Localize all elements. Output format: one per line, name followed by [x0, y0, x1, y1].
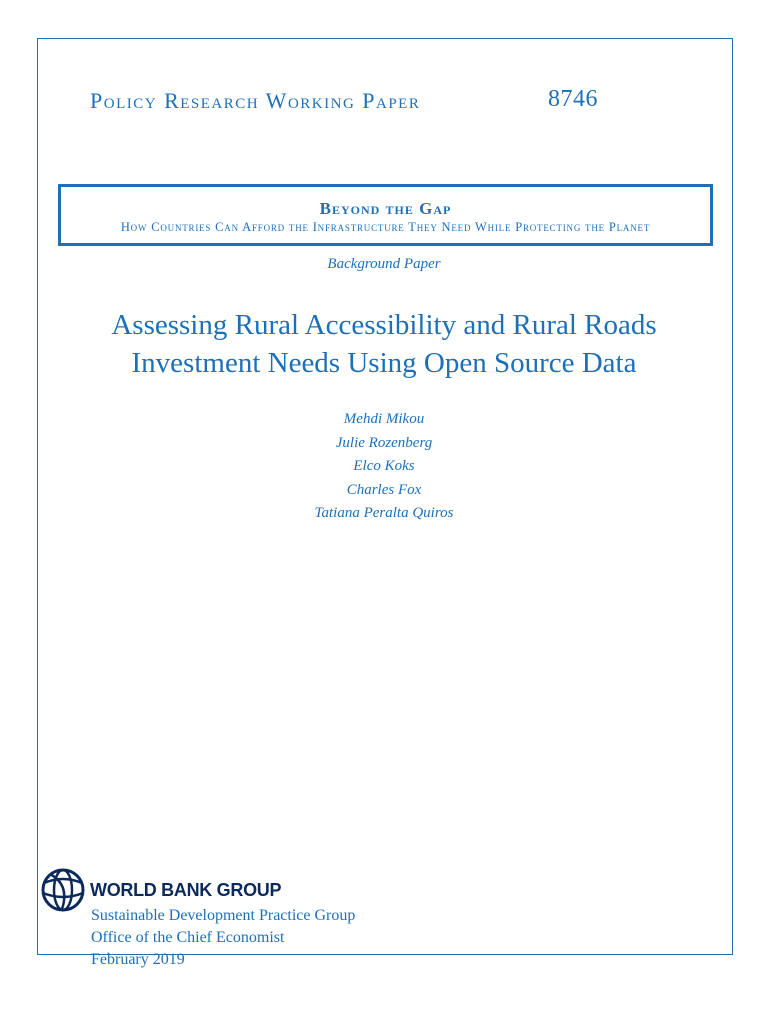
logo-wordmark: WORLD BANK GROUP	[90, 880, 282, 900]
author-name: Charles Fox	[346, 481, 422, 498]
author-name: Julie Rozenberg	[335, 434, 433, 451]
paper-title	[60, 306, 708, 382]
globe-icon	[40, 867, 86, 913]
series-title: Policy Research Working Paper	[90, 88, 421, 113]
publisher-info	[91, 905, 355, 971]
beyond-the-gap-banner	[58, 184, 713, 246]
publication-date: February 2019	[91, 951, 185, 968]
author-name: Mehdi Mikou	[343, 411, 425, 427]
paper-title-line-1: Assessing Rural Accessibility and Rural Roads	[111, 309, 657, 341]
author-name: Tatiana Peralta Quiros	[314, 505, 454, 521]
paper-title-line-2: Investment Needs Using Open Source Data	[131, 347, 637, 379]
practice-group: Sustainable Development Practice Group	[91, 907, 356, 924]
banner-subtitle: How Countries Can Afford the Infrastructure They Need While Protecting the Planet	[120, 220, 651, 234]
series-header	[90, 88, 630, 120]
author-name: Elco Koks	[353, 458, 415, 474]
paper-type: Background Paper	[327, 256, 441, 272]
author-list	[0, 408, 768, 526]
banner-title: Beyond the Gap	[319, 199, 452, 218]
office-name: Office of the Chief Economist	[91, 929, 285, 946]
paper-number: 8746	[548, 86, 598, 112]
